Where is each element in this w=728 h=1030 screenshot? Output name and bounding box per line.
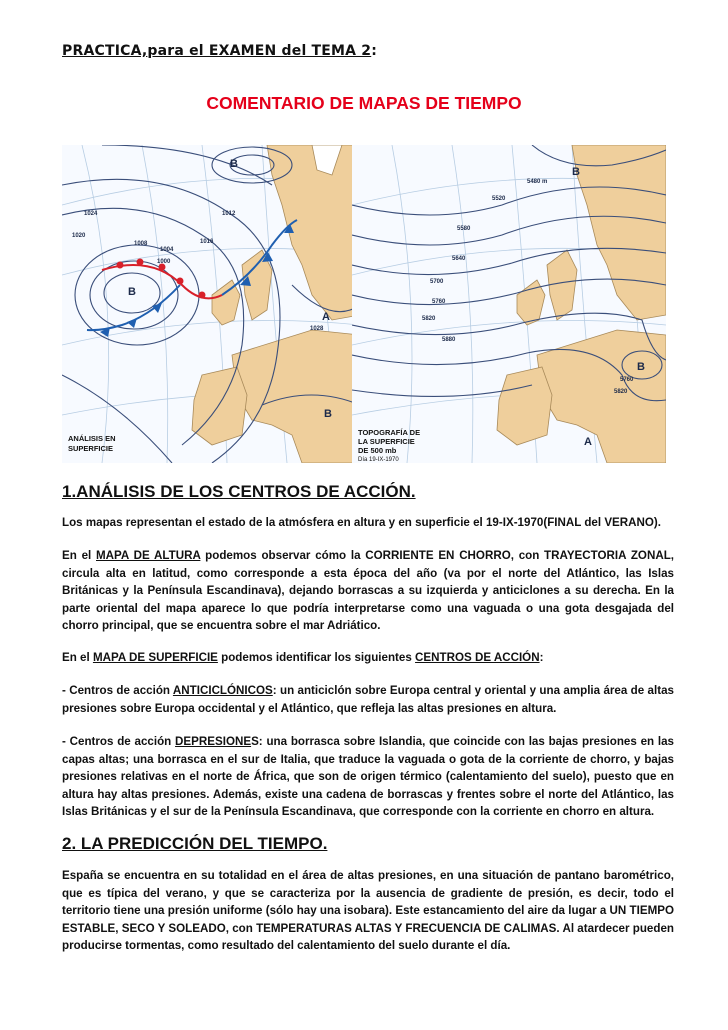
surface-center-a: A (322, 311, 330, 323)
contour-label-5820b: 5820 (614, 389, 628, 395)
p3-colon: : (539, 651, 544, 664)
isobar-label-1020: 1020 (72, 233, 86, 239)
p4-underlined: ANTICICLÓNICOS (172, 684, 273, 697)
contour-label-5820: 5820 (422, 316, 436, 322)
altitude-caption-line1: TOPOGRAFÍA DE (358, 428, 421, 437)
section-1-paragraph-5 (62, 733, 674, 821)
isobar-label-1004: 1004 (160, 247, 174, 253)
surface-caption-line1: ANÁLISIS EN (68, 434, 116, 443)
p5-lead: - Centros de acción (62, 735, 176, 748)
section-2-paragraph-1: España se encuentra en su totalidad en el área de altas presiones, en una situación de pantano barométrico, que es típica del verano, y que se caracteriza por la ausencia de gradiente de presión, es decir, todo el territorio tiene una presión uniforme (sólo hay una isobara). Este estancamiento del aire da lugar a UN TIEMPO ESTABLE, SECO Y SOLEADO, con TEMPERATURAS ALTAS Y FRECUENCIA DE CALIMAS. Al atardecer pueden producirse tormentas, como resultado del calentamiento del suelo durante el día. (62, 869, 674, 952)
altitude-500mb-map (352, 145, 666, 463)
altitude-caption-date: Día 19-IX-1970 (358, 457, 399, 463)
header-colon: : (371, 43, 378, 59)
isobar-label-1024: 1024 (84, 211, 98, 217)
document-header (62, 43, 377, 59)
surface-caption-line2: SUPERFICIE (68, 444, 114, 453)
section-1-paragraph-4 (62, 682, 674, 717)
contour-label-5700: 5700 (430, 279, 444, 285)
surface-center-b3: B (324, 408, 332, 420)
p5-underlined: DEPRESIONE (175, 735, 252, 748)
p3-lead: En el (62, 651, 93, 664)
surface-center-b1: B (128, 286, 136, 298)
weather-maps (62, 145, 666, 463)
section-2-heading: 2. LA PREDICCIÓN DEL TIEMPO. (62, 834, 328, 853)
header-part2: para el EXAMEN del TEMA 2 (147, 43, 372, 59)
section-1-paragraph-2 (62, 547, 674, 635)
surface-analysis-map (62, 145, 360, 463)
contour-label-5640: 5640 (452, 256, 466, 262)
p2-underlined: MAPA DE ALTURA (96, 549, 201, 562)
surface-center-b2: B (230, 158, 238, 170)
page-title: COMENTARIO DE MAPAS DE TIEMPO (206, 93, 522, 113)
header-part1: PRACTICA, (62, 43, 148, 59)
p3-underlined-1: MAPA DE SUPERFICIE (92, 651, 218, 664)
contour-label-5880: 5880 (442, 337, 456, 343)
section-1-heading: 1.ANÁLISIS DE LOS CENTROS DE ACCIÓN. (62, 482, 416, 501)
section-1-paragraph-1: Los mapas representan el estado de la atmósfera en altura y en superficie el 19-IX-1970(FINAL del VERANO). (62, 516, 662, 529)
p2-body: podemos observar cómo la CORRIENTE EN CHORRO, con TRAYECTORIA ZONAL, circula alta en latitud, como corresponde a esta época del año (va por el norte del Atlántico, las Islas Británicas y la Península Escandinava), dejando borrascas a su izquierda y anticiclones a su derecha. En la parte oriental del mapa aparece lo que podría interpretarse como una vaguada o una gota desgajada del chorro principal, que se encuentra sobre el mar Adriático. (62, 549, 674, 632)
p3-mid: podemos identificar los siguientes (217, 651, 416, 664)
altitude-center-a: A (584, 436, 592, 448)
section-1-paragraph-3 (62, 649, 674, 667)
p5-body: S: una borrasca sobre Islandia, que coincide con las bajas presiones en las capas altas; una borrasca en el sur de Italia, que traduce la vaguada o gota de la corriente de chorro, y bajas presiones relativas en el norte de África, que son de origen térmico (calentamiento del suelo), puesto que en altura hay altas presiones. Además, existe una cadena de borrascas y frentes sobre el norte del Atlántico, las Islas Británicas y el sur de la Península Escandinava, que corresponde con la corriente en chorro en altura. (62, 735, 674, 818)
p4-lead: - Centros de acción (62, 684, 173, 697)
isobar-label-1016: 1016 (200, 239, 214, 245)
contour-label-5520: 5520 (492, 196, 506, 202)
altitude-caption-line3: DE 500 mb (358, 446, 397, 455)
p4-body: : un anticiclón sobre Europa central y oriental y una amplia área de altas presiones sobre Europa occidental y el Atlántico, que refleja las altas presiones en altura. (62, 684, 674, 715)
altitude-center-b2: B (637, 361, 645, 373)
isobar-label-1000: 1000 (157, 259, 171, 265)
isobar-label-1028: 1028 (310, 326, 324, 332)
altitude-center-b1: B (572, 166, 580, 178)
p2-lead: En el (62, 549, 96, 562)
altitude-caption-line2: LA SUPERFICIE (358, 437, 415, 446)
isobar-label-1008: 1008 (134, 241, 148, 247)
contour-label-5760: 5760 (432, 299, 446, 305)
contour-label-5580: 5580 (457, 226, 471, 232)
contour-label-5760b: 5760 (620, 377, 634, 383)
p3-underlined-2: CENTROS DE ACCIÓN (415, 651, 540, 664)
isobar-label-1012: 1012 (222, 211, 236, 217)
contour-label-5480: 5480 m (527, 179, 548, 185)
